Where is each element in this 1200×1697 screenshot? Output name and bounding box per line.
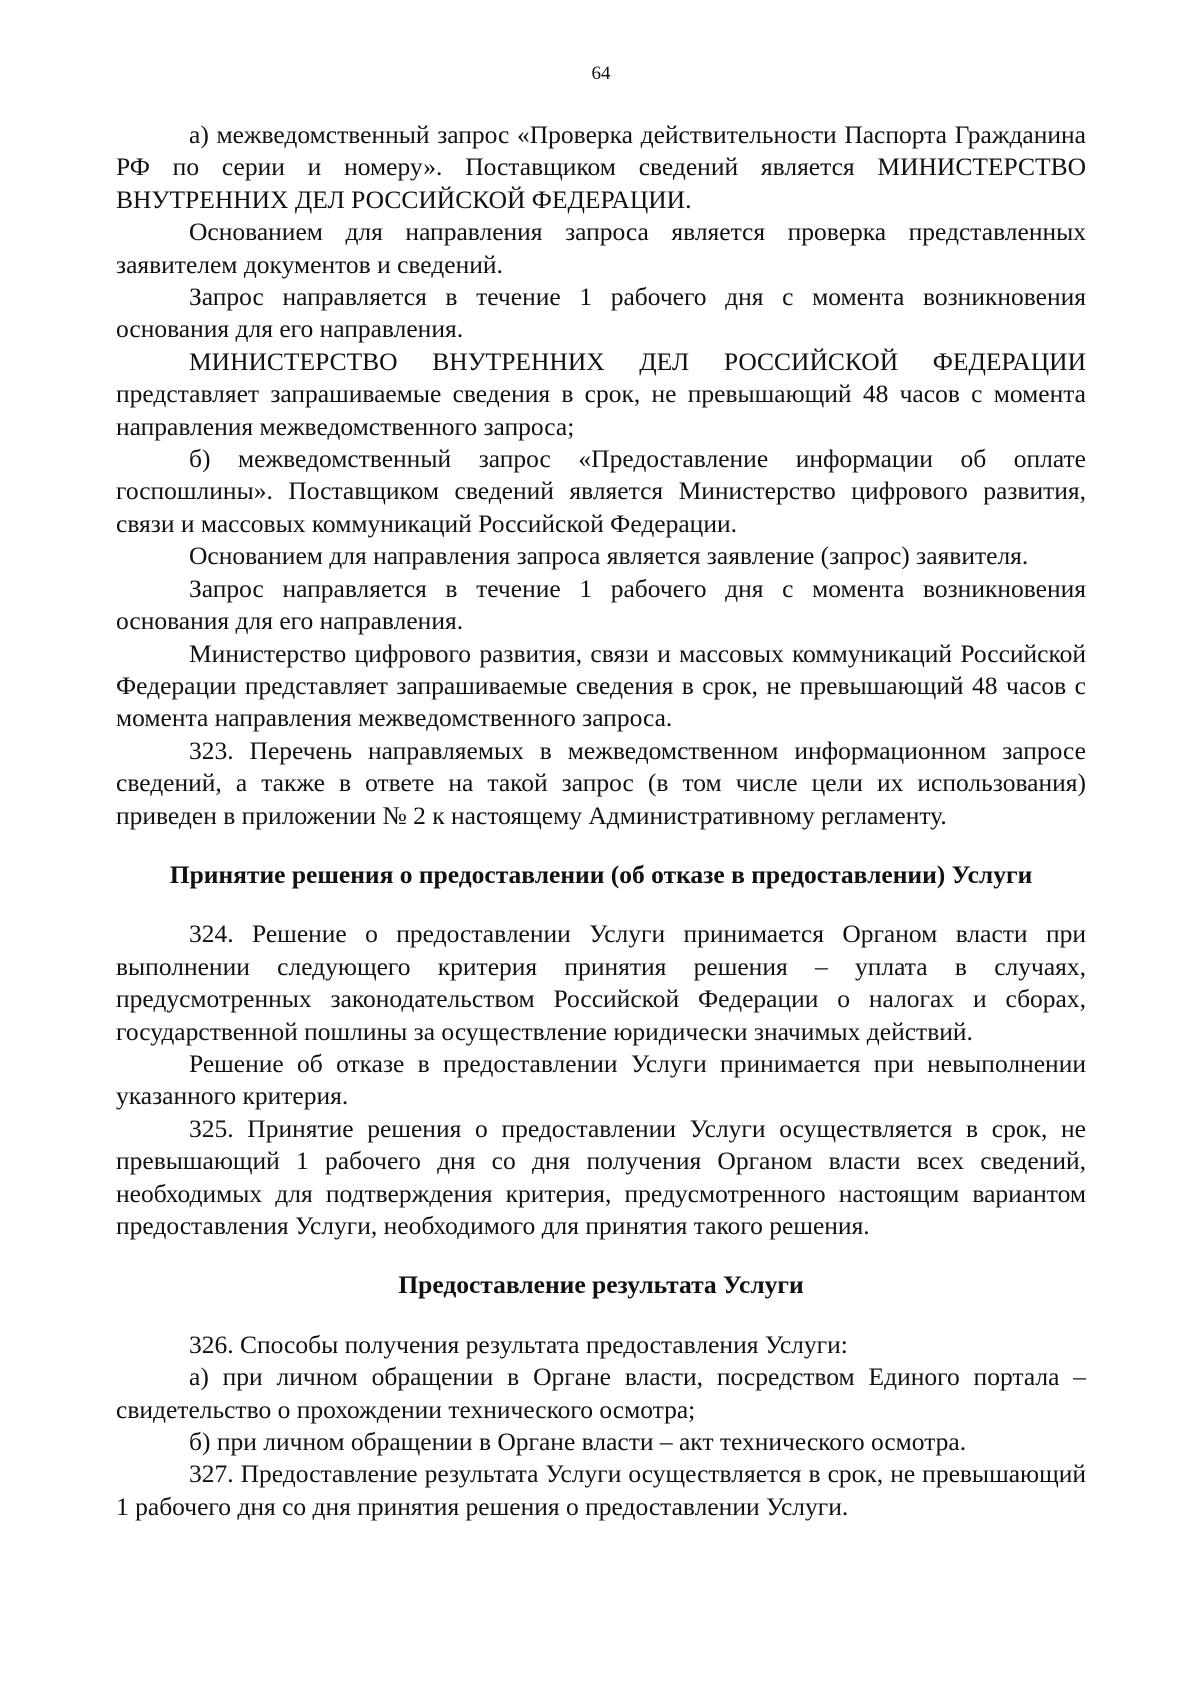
section-heading-decision: Принятие решения о предоставлении (об отказе в предоставлении) Услуги (169, 859, 1033, 889)
paragraph-refusal: Решение об отказе в предоставлении Услуги принимается при невыполнении указанного критерия. (116, 1048, 1086, 1111)
paragraph-324: 324. Решение о предоставлении Услуги принимается Органом власти при выполнении следующего критерия принятия решения – уплата в случаях, предусмотренных законодательством Российской Федерации о налогах и сборах, государственной пошлины за осуществление юридически значимых действий. (116, 919, 1086, 1046)
section-result (116, 1329, 1086, 1523)
section-decision (116, 918, 1086, 1242)
paragraph-327: 327. Предоставление результата Услуги осуществляется в срок, не превышающий 1 рабочего дня со дня принятия решения о предоставлении Услуги. (116, 1459, 1086, 1521)
paragraph-request-a-response: МИНИСТЕРСТВО ВНУТРЕННИХ ДЕЛ РОССИЙСКОЙ ФЕДЕРАЦИИ представляет запрашиваемые сведения в срок, не превышающий 48 часов с момента направления межведомственного запроса; (116, 346, 1086, 441)
paragraph-325: 325. Принятие решения о предоставлении Услуги осуществляется в срок, не превышающий 1 рабочего дня со дня получения Органом власти всех сведений, необходимых для подтверждения критерия, предусмотренного настоящим вариантом предоставления Услуги, необходимого для принятия такого решения. (116, 1113, 1086, 1240)
paragraph-326-a: а) при личном обращении в Органе власти, посредством Единого портала – свидетельство о прохождении технического осмотра; (116, 1362, 1086, 1424)
section-heading-result: Предоставление результата Услуги (398, 1270, 804, 1300)
paragraph-323: 323. Перечень направляемых в межведомственном информационном запросе сведений, а также в ответе на такой запрос (в том числе цели их использования) приведен в приложении № 2 к настоящему Административному регламенту. (116, 735, 1086, 830)
paragraph-request-a: а) межведомственный запрос «Проверка действительности Паспорта Гражданина РФ по серии и номеру». Поставщиком сведений является МИНИСТЕРСТВО ВНУТРЕННИХ ДЕЛ РОССИЙСКОЙ ФЕДЕРАЦИИ. (116, 120, 1086, 214)
paragraph-request-b: б) межведомственный запрос «Предоставление информации об оплате госпошлины». Поставщиком сведений является Министерство цифрового развития, связи и массовых коммуникаций Российской Федерации. (116, 444, 1086, 538)
paragraph-request-a-timing: Запрос направляется в течение 1 рабочего дня с момента возникновения основания для его направления. (116, 282, 1086, 344)
paragraph-326: 326. Способы получения результата предоставления Услуги: (189, 1329, 848, 1359)
section-interagency-requests (116, 119, 1086, 832)
paragraph-request-b-response: Министерство цифрового развития, связи и массовых коммуникаций Российской Федерации представляет запрашиваемые сведения в срок, не превышающий 48 часов с момента направления межведомственного запроса. (116, 638, 1086, 733)
paragraph-request-b-basis: Основанием для направления запроса является заявление (запрос) заявителя. (189, 541, 1029, 571)
document-page (116, 62, 1086, 1523)
paragraph-request-b-timing: Запрос направляется в течение 1 рабочего дня с момента возникновения основания для его направления. (116, 573, 1086, 636)
paragraph-326-b: б) при личном обращении в Органе власти – акт технического осмотра. (189, 1427, 967, 1457)
page-number: 64 (591, 63, 611, 84)
paragraph-request-a-basis: Основанием для направления запроса является проверка представленных заявителем документов и сведений. (116, 217, 1086, 279)
